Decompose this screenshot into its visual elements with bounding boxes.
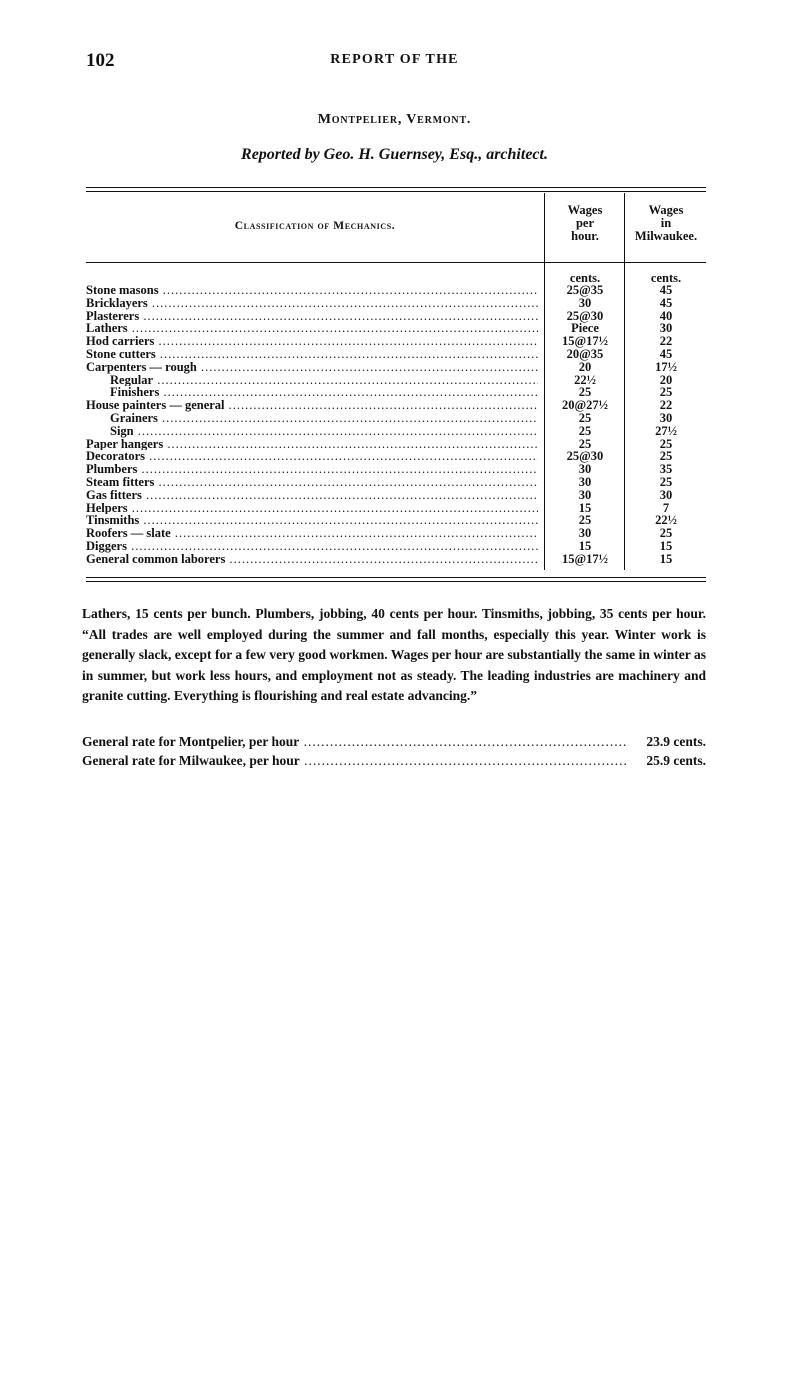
wages-per-hour-cell: 25 — [578, 385, 592, 400]
wages-per-hour-header-line: per — [575, 216, 595, 230]
wages-milwaukee-cell: 45 — [659, 346, 673, 361]
units-col1: cents. — [569, 271, 601, 285]
wages-milwaukee-cell: 20 — [659, 372, 673, 387]
mechanic-classification: Steam fitters ..... — [86, 476, 538, 489]
wages-per-hour-cell: 20@27½ — [561, 398, 608, 413]
wages-per-hour-cell: Piece — [571, 321, 599, 336]
wages-per-hour-cell: 25 — [578, 436, 592, 451]
wages-milwaukee-header-line: Milwaukee. — [634, 229, 698, 243]
table-row — [86, 502, 706, 515]
table-row — [86, 553, 706, 566]
general-rate-montpelier — [82, 733, 706, 751]
wages-milwaukee-cell: 45 — [659, 283, 673, 297]
wage-table-body — [86, 284, 706, 566]
wages-milwaukee-cell: 30 — [659, 321, 673, 336]
mechanic-classification: Plumbers ..... — [86, 463, 538, 476]
table-top-rule-2 — [86, 191, 706, 192]
mechanic-classification: Stone masons ..... — [86, 284, 538, 297]
wages-milwaukee-cell: 17½ — [655, 359, 677, 374]
wages-per-hour-cell: 15 — [578, 538, 592, 553]
table-bottom-rule-2 — [86, 581, 706, 582]
units-col2: cents. — [650, 271, 682, 285]
place-title: Montpelier, Vermont. — [317, 112, 472, 127]
table-row — [86, 476, 706, 489]
wages-milwaukee-header-line: in — [660, 216, 672, 230]
rate-value: 25.9 cents. — [646, 753, 706, 768]
mechanic-classification: Regular ..... — [110, 374, 538, 387]
wages-per-hour-cell: 30 — [578, 474, 592, 489]
table-row — [86, 463, 706, 476]
mechanic-classification: General common laborers ..... — [86, 553, 538, 566]
table-row — [86, 386, 706, 399]
wages-milwaukee-cell: 25 — [659, 436, 673, 451]
mechanic-classification: Decorators ..... — [86, 450, 538, 463]
table-row — [86, 374, 706, 387]
wages-per-hour-cell: 30 — [578, 526, 592, 541]
rate-label: General rate for Montpelier, per hour ..... — [82, 733, 627, 751]
wages-per-hour-cell: 15@17½ — [561, 334, 608, 349]
table-row — [86, 489, 706, 502]
table-row — [86, 348, 706, 361]
wages-milwaukee-cell: 35 — [659, 462, 673, 477]
table-row — [86, 540, 706, 553]
notes-paragraph: Lathers, 15 cents per bunch. Plumbers, jobbing, 40 cents per hour. Tinsmiths, jobbing, 35 cents per hour. “All trades are well employed during the summer and fall months, especially this year. Winter work is generally slack, except for a few very good workmen. Wages per hour are substantially the same in winter as in summer, but work less hours, and employment not as steady. The leading industries are machinery and granite cutting. Everything is flourishing and real estate advancing.” — [82, 606, 706, 703]
table-bottom-rule-1 — [86, 577, 706, 578]
wages-milwaukee-cell: 7 — [662, 500, 670, 515]
wages-per-hour-cell: 22½ — [574, 372, 596, 387]
mechanic-classification: Paper hangers ..... — [86, 438, 538, 451]
general-rate-milwaukee — [82, 752, 706, 770]
wages-milwaukee-cell: 30 — [659, 410, 673, 425]
mechanic-classification: Stone cutters ..... — [86, 348, 538, 361]
header-bottom-rule — [86, 262, 706, 263]
table-row — [86, 284, 706, 297]
wages-per-hour-cell: 30 — [578, 295, 592, 310]
wages-milwaukee-cell: 40 — [659, 308, 673, 323]
wages-milwaukee-cell: 15 — [659, 551, 673, 566]
mechanic-classification: Finishers ..... — [110, 386, 538, 399]
wages-milwaukee-cell: 27½ — [655, 423, 677, 438]
table-row — [86, 438, 706, 451]
mechanic-classification: Tinsmiths ..... — [86, 514, 538, 527]
table-row — [86, 527, 706, 540]
wages-milwaukee-cell: 25 — [659, 526, 673, 541]
table-top-rule-1 — [86, 187, 706, 188]
wages-milwaukee-cell: 25 — [659, 474, 673, 489]
wages-per-hour-header-line: Wages — [567, 203, 603, 217]
wages-per-hour-cell: 20 — [578, 359, 592, 374]
mechanic-classification: Bricklayers ..... — [86, 297, 538, 310]
wages-milwaukee-cell: 45 — [659, 295, 673, 310]
classification-header: Classification of Mechanics. — [234, 220, 396, 232]
wages-milwaukee-cell: 22 — [659, 334, 673, 349]
wages-per-hour-cell: 25@30 — [566, 308, 604, 323]
wages-milwaukee-cell: 15 — [659, 538, 673, 553]
wages-milwaukee-cell: 25 — [659, 385, 673, 400]
wages-milwaukee-header-line: Wages — [648, 203, 684, 217]
wages-per-hour-cell: 30 — [578, 462, 592, 477]
wages-per-hour-cell: 25 — [578, 410, 592, 425]
wages-milwaukee-cell: 25 — [659, 449, 673, 464]
mechanic-classification: Helpers ..... — [86, 502, 538, 515]
mechanic-classification: Lathers ..... — [86, 322, 538, 335]
mechanic-classification: Grainers ..... — [110, 412, 538, 425]
wages-per-hour-cell: 25 — [578, 513, 592, 528]
table-row — [86, 335, 706, 348]
table-row — [86, 450, 706, 463]
mechanic-classification: Hod carriers ..... — [86, 335, 538, 348]
table-row — [86, 514, 706, 527]
wages-per-hour-cell: 25@35 — [566, 283, 604, 297]
wages-per-hour-header — [546, 204, 624, 243]
table-row — [86, 412, 706, 425]
mechanic-classification: House painters — general ..... — [86, 399, 538, 412]
mechanic-classification: Plasterers ..... — [86, 310, 538, 323]
rate-label: General rate for Milwaukee, per hour ..... — [82, 752, 627, 770]
table-row — [86, 297, 706, 310]
wages-milwaukee-cell: 22 — [659, 398, 673, 413]
table-row — [86, 399, 706, 412]
table-row — [86, 310, 706, 323]
wages-milwaukee-cell: 22½ — [655, 513, 677, 528]
wages-per-hour-cell: 25@30 — [566, 449, 604, 464]
rate-value: 23.9 cents. — [646, 734, 706, 749]
mechanic-classification: Roofers — slate ..... — [86, 527, 538, 540]
page-number: 102 — [86, 50, 115, 71]
table-row — [86, 361, 706, 374]
wages-milwaukee-header — [626, 204, 706, 243]
table-row — [86, 322, 706, 335]
running-head: REPORT OF THE — [330, 52, 459, 67]
mechanic-classification: Diggers ..... — [86, 540, 538, 553]
mechanic-classification: Sign ..... — [110, 425, 538, 438]
wages-per-hour-header-line: hour. — [571, 229, 599, 243]
mechanic-classification: Gas fitters ..... — [86, 489, 538, 502]
wages-per-hour-cell: 30 — [578, 487, 592, 502]
wages-per-hour-cell: 15@17½ — [561, 551, 608, 566]
wages-per-hour-cell: 15 — [578, 500, 592, 515]
mechanic-classification: Carpenters — rough ..... — [86, 361, 538, 374]
wages-per-hour-cell: 20@35 — [566, 346, 604, 361]
table-row — [86, 425, 706, 438]
wages-per-hour-cell: 25 — [578, 423, 592, 438]
wages-milwaukee-cell: 30 — [659, 487, 673, 502]
reporter-line: Reported by Geo. H. Guernsey, Esq., architect. — [241, 146, 548, 163]
